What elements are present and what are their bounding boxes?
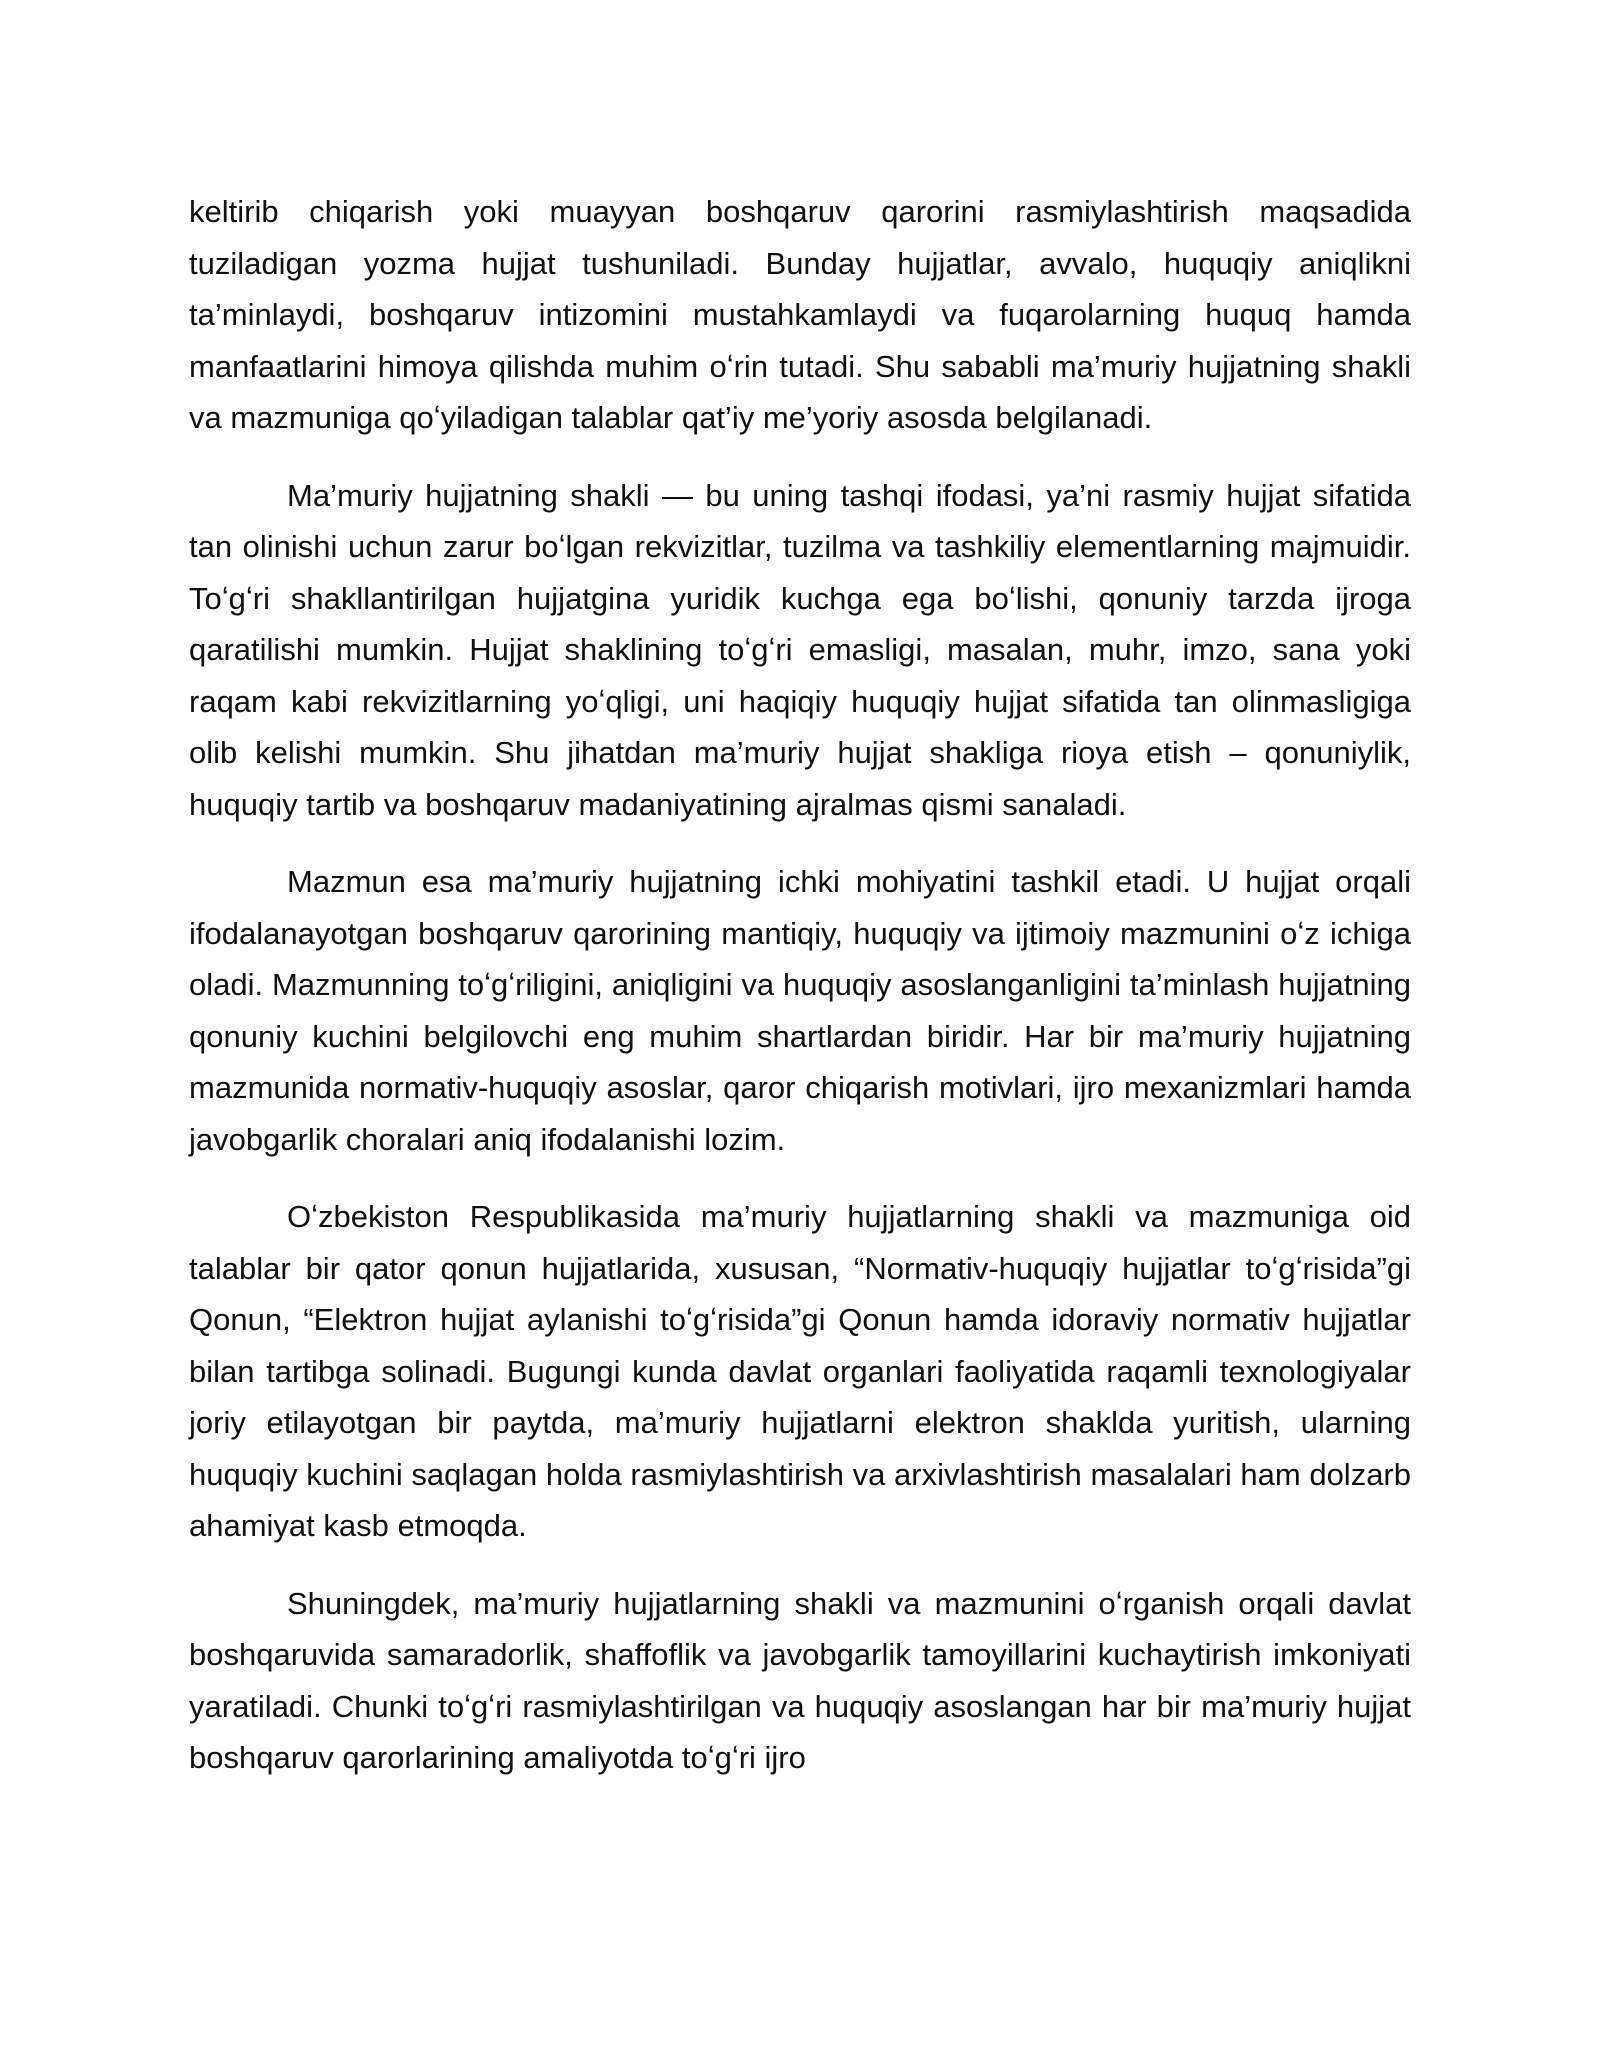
paragraph-4: Oʻzbekiston Respublikasida ma’muriy hujjatlarning shakli va mazmuniga oid talablar bir qator qonun hujjatlarida, xususan, “Normativ-huquqiy hujjatlar toʻgʻrisida”gi Qonun, “Elektron hujjat aylanishi toʻgʻrisida”gi Qonun hamda idoraviy normativ hujjatlar bilan tartibga solinadi. Bugungi kunda davlat organlari faoliyatida raqamli texnologiyalar joriy etilayotgan bir paytda, ma’muriy hujjatlarni elektron shaklda yuritish, ularning huquqiy kuchini saqlagan holda rasmiylashtirish va arxivlashtirish masalalari ham dolzarb ahamiyat kasb etmoqda. (189, 1199, 1411, 1543)
paragraph-3: Mazmun esa ma’muriy hujjatning ichki mohiyatini tashkil etadi. U hujjat orqali ifodalanayotgan boshqaruv qarorining mantiqiy, huquqiy va ijtimoiy mazmunini oʻz ichiga oladi. Mazmunning toʻgʻriligini, aniqligini va huquqiy asoslanganligini ta’minlash hujjatning qonuniy kuchini belgilovchi eng muhim shartlardan biridir. Har bir ma’muriy hujjatning mazmunida normativ-huquqiy asoslar, qaror chiqarish motivlari, ijro mexanizmlari hamda javobgarlik choralari aniq ifodalanishi lozim. (189, 864, 1411, 1157)
paragraph-2: Ma’muriy hujjatning shakli — bu uning tashqi ifodasi, ya’ni rasmiy hujjat sifatida tan olinishi uchun zarur boʻlgan rekvizitlar, tuzilma va tashkiliy elementlarning majmuidir. Toʻgʻri shakllantirilgan hujjatgina yuridik kuchga ega boʻlishi, qonuniy tarzda ijroga qaratilishi mumkin. Hujjat shaklining toʻgʻri emasligi, masalan, muhr, imzo, sana yoki raqam kabi rekvizitlarning yoʻqligi, uni haqiqiy huquqiy hujjat sifatida tan olinmasligiga olib kelishi mumkin. Shu jihatdan ma’muriy hujjat shakliga rioya etish – qonuniylik, huquqiy tartib va boshqaruv madaniyatining ajralmas qismi sanaladi. (189, 477, 1411, 822)
paragraph-1: keltirib chiqarish yoki muayyan boshqaruv qarorini rasmiylashtirish maqsadida tuziladigan yozma hujjat tushuniladi. Bunday hujjatlar, avvalo, huquqiy aniqlikni ta’minlaydi, boshqaruv intizomini mustahkamlaydi va fuqarolarning huquq hamda manfaatlarini himoya qilishda muhim oʻrin tutadi. Shu sababli ma’muriy hujjatning shakli va mazmuniga qoʻyiladigan talablar qat’iy me’yoriy asosda belgilanadi. (189, 194, 1411, 435)
document-body (189, 186, 1411, 1810)
paragraph-5: Shuningdek, ma’muriy hujjatlarning shakli va mazmunini oʻrganish orqali davlat boshqaruvida samaradorlik, shaffoflik va javobgarlik tamoyillarini kuchaytirish imkoniyati yaratiladi. Chunki toʻgʻri rasmiylashtirilgan va huquqiy asoslangan har bir ma’muriy hujjat boshqaruv qarorlarining amaliyotda toʻgʻri ijro (189, 1585, 1411, 1775)
